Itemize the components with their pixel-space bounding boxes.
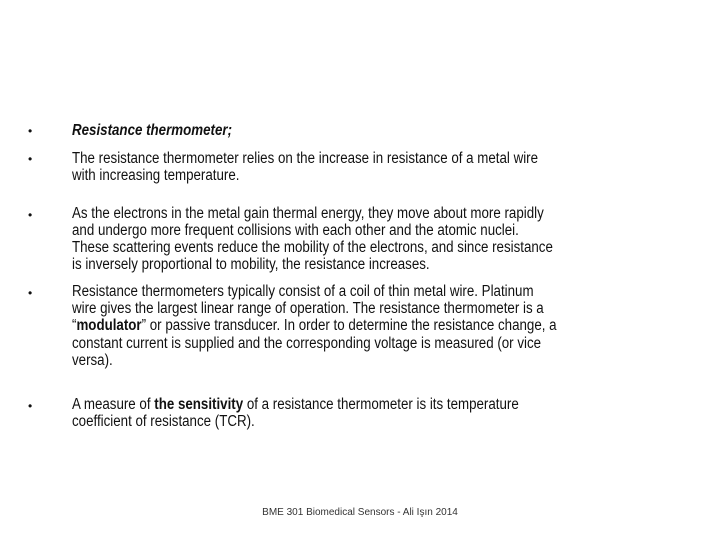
bullet-text: coefficient of resistance (TCR).	[72, 413, 255, 430]
heading-resistance-thermometer: Resistance thermometer;	[72, 122, 233, 139]
bullet-marker: •	[28, 399, 33, 413]
bullet-marker: •	[28, 286, 33, 300]
bullet-text: is inversely proportional to mobility, the resistance increases.	[72, 256, 430, 273]
bullet-text: Resistance thermometers typically consist of a coil of thin metal wire. Platinum	[72, 283, 534, 300]
bullet-text: As the electrons in the metal gain thermal energy, they move about more rapidly	[72, 205, 544, 222]
bullet-marker: •	[28, 124, 33, 138]
bullet-text: constant current is supplied and the corresponding voltage is measured (or vice	[72, 335, 542, 352]
bullet-text: wire gives the largest linear range of operation. The resistance thermometer is a	[72, 300, 544, 317]
bullet-marker: •	[28, 152, 33, 166]
bullet-marker: •	[28, 208, 33, 222]
slide-footer: BME 301 Biomedical Sensors - Ali Işın 2014	[262, 507, 458, 518]
bullet-text: and undergo more frequent collisions with each other and the atomic nuclei.	[72, 222, 519, 239]
bullet-text-rest: ” or passive transducer. In order to determine the resistance change, a	[141, 317, 557, 334]
bullet-text-pre: A measure of	[72, 396, 155, 413]
bold-term-sensitivity: the sensitivity	[154, 396, 244, 413]
quote-open: “	[72, 317, 77, 334]
bullet-text-rest: of a resistance thermometer is its temperature	[243, 396, 519, 413]
bullet-text: versa).	[72, 352, 113, 369]
bullet-text	[72, 317, 557, 334]
bullet-text: with increasing temperature.	[72, 167, 240, 184]
bullet-text: The resistance thermometer relies on the increase in resistance of a metal wire	[72, 150, 539, 167]
bullet-text	[72, 396, 519, 413]
bold-term-modulator: modulator	[76, 317, 142, 334]
bullet-text: These scattering events reduce the mobility of the electrons, and since resistance	[72, 239, 553, 256]
